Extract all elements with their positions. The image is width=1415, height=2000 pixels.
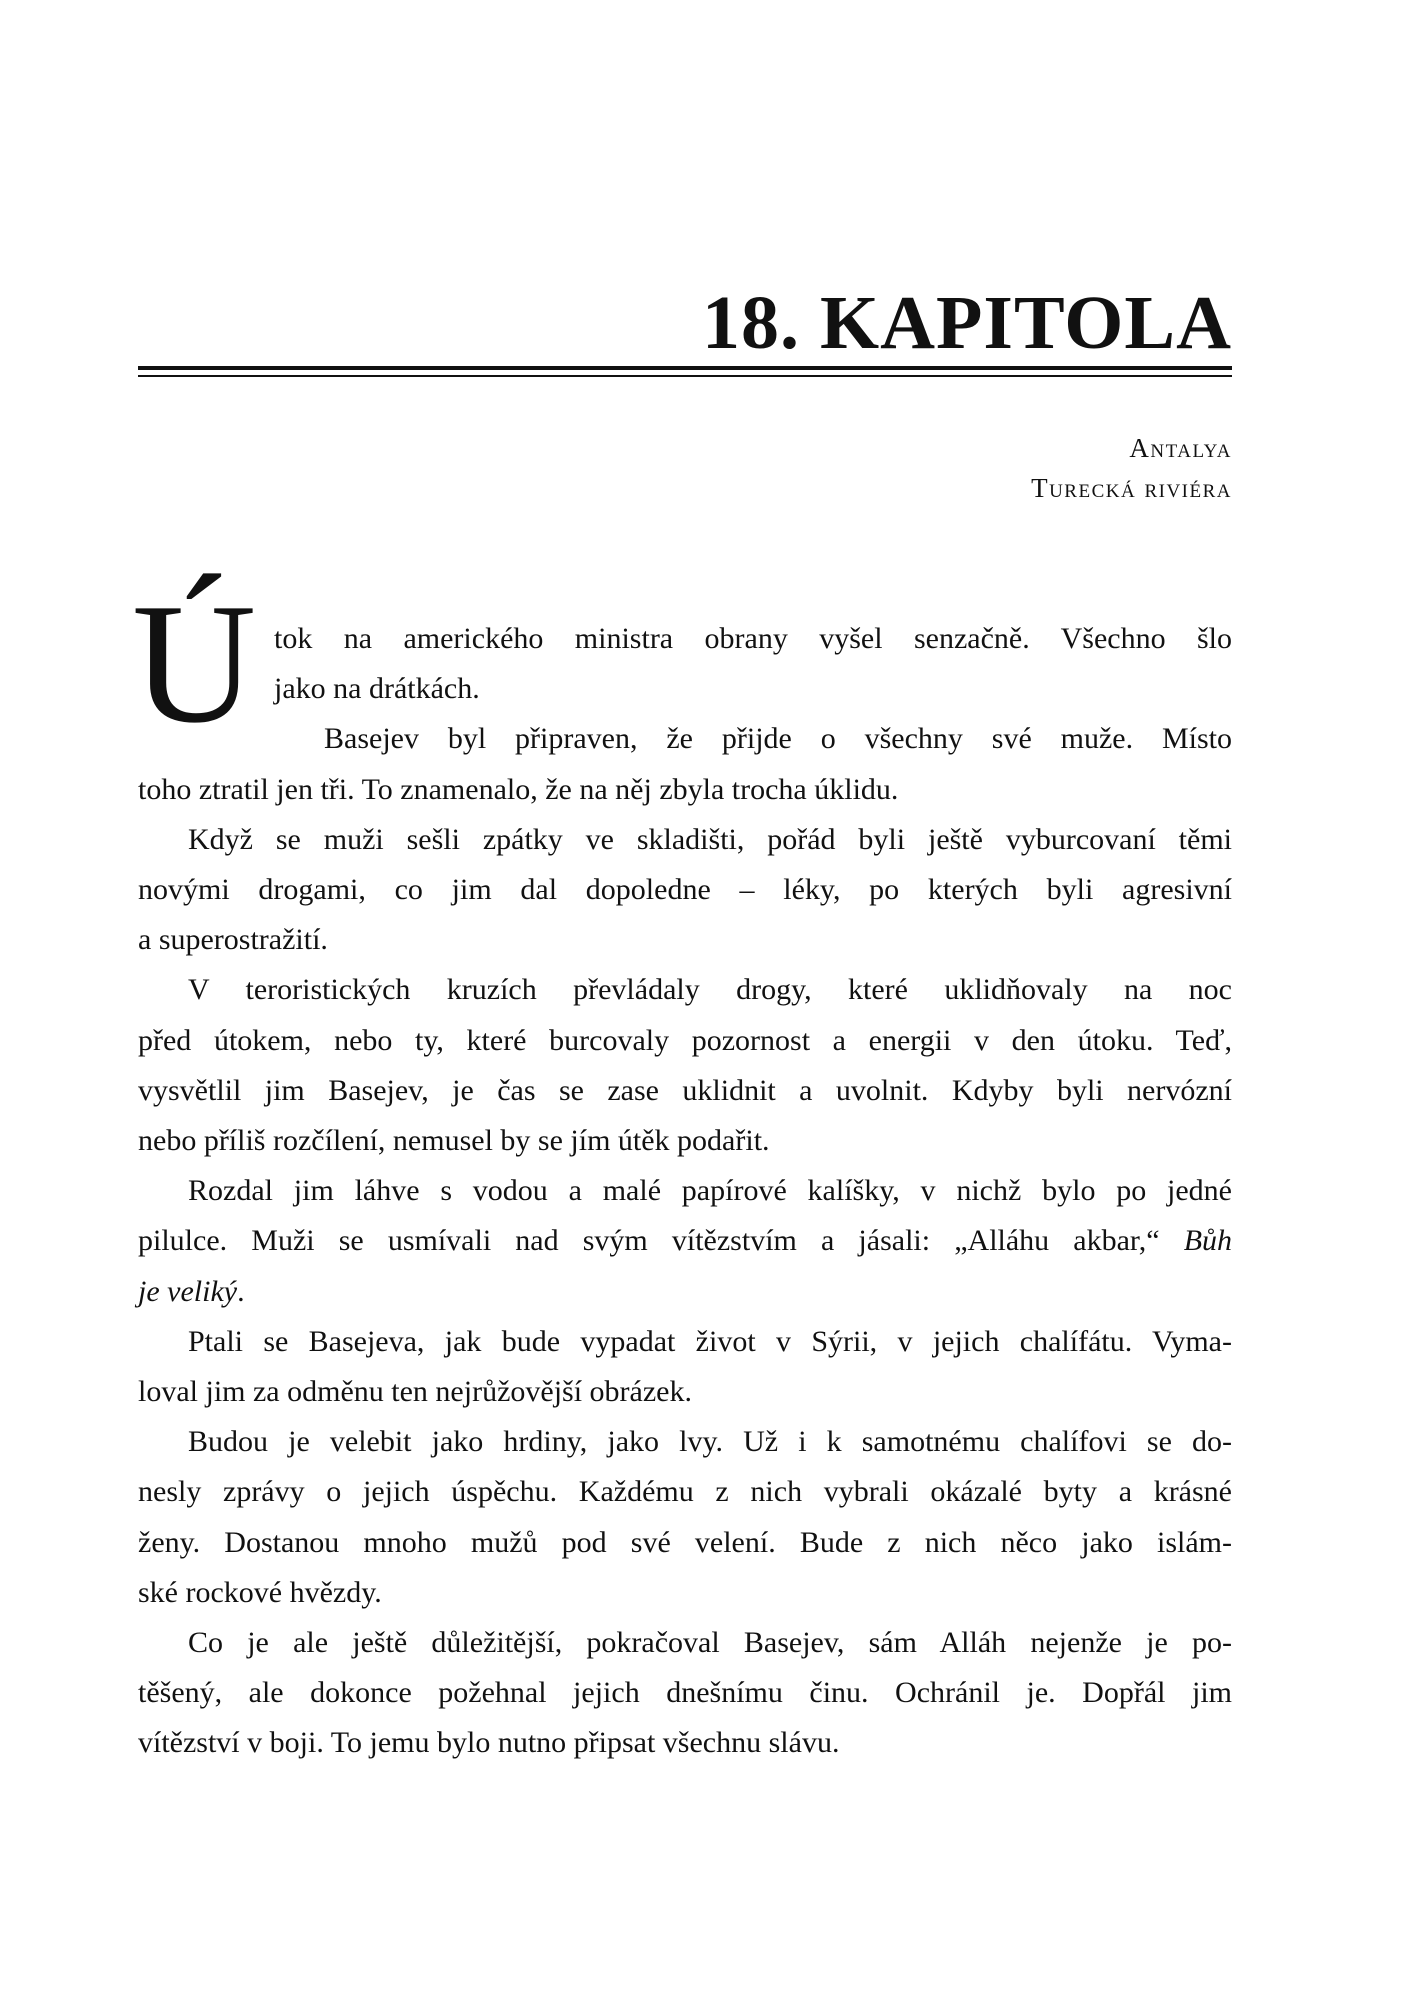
text-line: vysvětlil jim Basejev, je čas se zase uklidnit a uvolnit. Kdyby byli nervózní xyxy=(138,1073,1232,1107)
text-line xyxy=(138,1216,1232,1266)
location-region: Turecká riviéra xyxy=(1031,473,1232,503)
text-line: Když se muži sešli zpátky ve skladišti, pořád byli ještě vyburcovaní těmi xyxy=(188,822,1232,856)
text-line: novými drogami, co jim dal dopoledne – léky, po kterých byli agresivní xyxy=(138,873,1232,907)
italic-segment: je veliký xyxy=(138,1274,238,1308)
text-line: toho ztratil jen tři. To znamenalo, že na něj zbyla trocha úklidu. xyxy=(138,772,899,806)
text-line: Budou je velebit jako hrdiny, jako lvy. Už i k samotnému chalífovi se do- xyxy=(188,1425,1232,1459)
text-line: Basejev byl připraven, že přijde o všechny své muže. Místo xyxy=(324,722,1232,756)
text-line: a superostražití. xyxy=(138,923,328,957)
text-line: vítězství v boji. To jemu bylo nutno připsat všechnu slávu. xyxy=(138,1726,840,1760)
drop-cap: Ú xyxy=(132,569,257,759)
text-line: ženy. Dostanou mnoho mužů pod své velení. Bude z nich něco jako islám- xyxy=(138,1525,1232,1559)
text-line: ské rockové hvězdy. xyxy=(138,1575,382,1609)
chapter-title: 18. KAPITOLA xyxy=(701,281,1232,365)
text-line: V teroristických kruzích převládaly drogy, které uklidňovaly na noc xyxy=(188,973,1232,1007)
text-line: tok na amerického ministra obrany vyšel senzačně. Všechno šlo xyxy=(274,622,1232,655)
text-line: Co je ale ještě důležitější, pokračoval Basejev, sám Alláh nejenže je po- xyxy=(188,1626,1232,1660)
text-line: těšený, ale dokonce požehnal jejich dnešnímu činu. Ochránil je. Dopřál jim xyxy=(138,1676,1232,1710)
text-line: loval jim za odměnu ten nejrůžovější obrázek. xyxy=(138,1375,692,1409)
title-rule-thin xyxy=(138,375,1232,377)
text-line: Rozdal jim láhve s vodou a malé papírové kalíšky, v nichž bylo po jedné xyxy=(188,1174,1232,1208)
body-text xyxy=(138,614,1232,1769)
location-city: Antalya xyxy=(1129,433,1232,463)
text-line: nebo příliš rozčílení, nemusel by se jím útěk podařit. xyxy=(138,1124,770,1158)
text-line: před útokem, nebo ty, které burcovaly pozornost a energii v den útoku. Teď, xyxy=(138,1023,1232,1057)
chapter-location xyxy=(1031,428,1232,508)
title-rule-thick xyxy=(138,366,1232,370)
text-line: jako na drátkách. xyxy=(274,672,480,706)
text-segment: pilulce. Muži se usmívali nad svým vítězstvím a jásali: „Alláhu akbar,“ xyxy=(138,1224,1160,1258)
text-line: nesly zprávy o jejich úspěchu. Každému z nich vybrali okázalé byty a krásné xyxy=(138,1475,1232,1509)
italic-segment: Bůh xyxy=(1183,1224,1233,1258)
text-line: Ptali se Basejeva, jak bude vypadat život v Sýrii, v jejich chalífátu. Vyma- xyxy=(188,1324,1232,1358)
text-segment: . xyxy=(237,1274,245,1308)
text-line xyxy=(138,1267,1232,1317)
